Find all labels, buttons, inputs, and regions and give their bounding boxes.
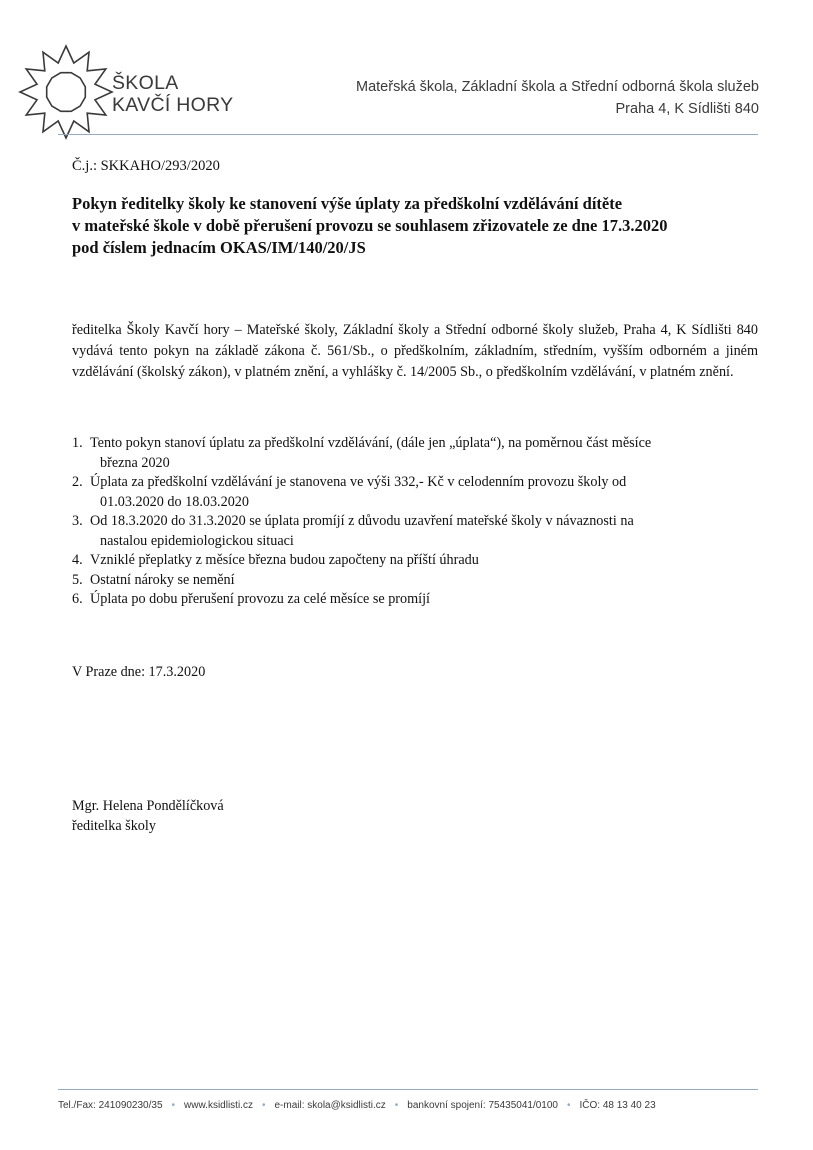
institution-name: Mateřská škola, Základní škola a Střední odborná škola služeb bbox=[356, 79, 759, 95]
list-text: Vzniklé přeplatky z měsíce března budou započteny na příští úhradu bbox=[90, 552, 479, 568]
list-text-continued: nastalou epidemiologickou situaci bbox=[100, 532, 294, 549]
list-text-continued: 01.03.2020 do 18.03.2020 bbox=[100, 493, 249, 510]
school-star-logo bbox=[18, 44, 114, 140]
star-outline bbox=[20, 46, 112, 138]
list-item bbox=[72, 571, 758, 591]
signature-block bbox=[72, 796, 224, 836]
footer-separator: • bbox=[566, 1100, 571, 1111]
document-title bbox=[72, 193, 772, 259]
list-text-continued: března 2020 bbox=[100, 454, 170, 471]
star-inner-outline bbox=[47, 73, 86, 112]
header-institution bbox=[356, 76, 759, 120]
points-list bbox=[72, 434, 758, 610]
intro-paragraph: ředitelka Školy Kavčí hory – Mateřské školy, Základní školy a Střední odborné školy služeb, Praha 4, K Sídlišti 840 vydává tento pokyn na základě zákona č. 561/Sb., o předškolním, základním, středním, vyšším odborném a jiném vzdělávání (školský zákon), v platném znění, a vyhlášky č. 14/2005 Sb., o předškolním vzdělávání, v platném znění. bbox=[72, 322, 758, 380]
logo-line-2: KAVČÍ HORY bbox=[112, 94, 234, 116]
list-number: 6. bbox=[72, 591, 83, 607]
signatory-role: ředitelka školy bbox=[72, 818, 156, 834]
institution-address: Praha 4, K Sídlišti 840 bbox=[615, 101, 759, 117]
title-line-3: pod číslem jednacím OKAS/IM/140/20/JS bbox=[72, 238, 366, 257]
list-text: Úplata po dobu přerušení provozu za celé měsíce se promíjí bbox=[90, 591, 430, 607]
list-item bbox=[72, 473, 758, 512]
footer-ico: IČO: 48 13 40 23 bbox=[579, 1100, 656, 1111]
footer-web-link[interactable]: www.ksidlisti.cz bbox=[184, 1100, 253, 1111]
list-number: 1. bbox=[72, 435, 83, 451]
signatory-name: Mgr. Helena Pondělíčková bbox=[72, 798, 224, 814]
footer-email[interactable]: e-mail: skola@ksidlisti.cz bbox=[274, 1100, 386, 1111]
list-number: 3. bbox=[72, 513, 83, 529]
list-text: Od 18.3.2020 do 31.3.2020 se úplata promíjí z důvodu uzavření mateřské školy v návaznosti na bbox=[90, 513, 634, 529]
reference-number: Č.j.: SKKAHO/293/2020 bbox=[72, 158, 220, 174]
footer-phone: Tel./Fax: 241090230/35 bbox=[58, 1100, 163, 1111]
date-line: V Praze dne: 17.3.2020 bbox=[72, 664, 206, 680]
list-text: Úplata za předškolní vzdělávání je stanovena ve výši 332,- Kč v celodenním provozu školy od bbox=[90, 474, 627, 490]
footer-separator: • bbox=[394, 1100, 399, 1111]
list-text: Ostatní nároky se nemění bbox=[90, 571, 235, 588]
list-item bbox=[72, 590, 758, 610]
footer-contacts bbox=[58, 1100, 778, 1111]
list-item bbox=[72, 551, 758, 571]
logo-wordmark bbox=[112, 72, 233, 116]
list-text: Tento pokyn stanoví úplatu za předškolní vzdělávání, (dále jen „úplata“), na poměrnou část měsíce bbox=[90, 435, 652, 451]
footer-rule bbox=[58, 1089, 758, 1090]
list-number: 2. bbox=[72, 474, 83, 490]
list-item bbox=[72, 434, 758, 473]
footer-separator: • bbox=[261, 1100, 266, 1111]
footer-bank: bankovní spojení: 75435041/0100 bbox=[407, 1100, 558, 1111]
list-number: 4. bbox=[72, 552, 83, 568]
header-rule bbox=[58, 134, 758, 135]
list-item bbox=[72, 512, 758, 551]
list-number: 5. bbox=[72, 571, 83, 588]
title-line-2: v mateřské škole v době přerušení provozu se souhlasem zřizovatele ze dne 17.3.2020 bbox=[72, 216, 668, 235]
title-line-1: Pokyn ředitelky školy ke stanovení výše úplaty za předškolní vzdělávání dítěte bbox=[72, 194, 623, 213]
footer-separator: • bbox=[171, 1100, 176, 1111]
logo-line-1: ŠKOLA bbox=[112, 72, 179, 94]
